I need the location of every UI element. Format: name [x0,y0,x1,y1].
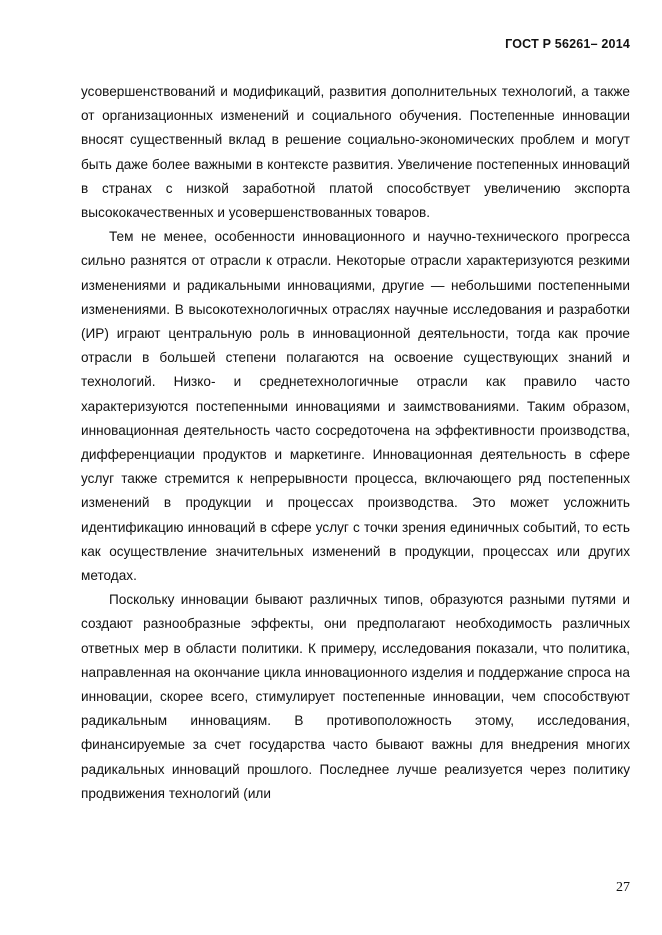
paragraph-continued: усовершенствований и модификаций, развития дополнительных технологий, а также от организационных изменений и социального обучения. Постепенные инновации вносят существенный вклад в решение социально-экономических проблем и могут быть даже более важными в контексте развития. Увеличение постепенных инноваций в странах с низкой заработной платой способствует увеличению экспорта высококачественных и усовершенствованных товаров. [81,84,630,221]
paragraph: Поскольку инновации бывают различных типов, образуются разными путями и создают разнообразные эффекты, они предполагают необходимость различных ответных мер в области политики. К примеру, исследования показали, что политика, направленная на окончание цикла инновационного изделия и поддержание спроса на инновации, скорее всего, стимулирует постепенные инновации, чем способствуют радикальным инновациям. В противоположность этому, исследования, финансируемые за счет государства часто бывают важны для внедрения многих радикальных инноваций прошлого. Последнее лучше реализуется через политику продвижения технологий (или [81,592,630,801]
document-body [81,80,630,806]
paragraph: Тем не менее, особенности инновационного и научно-технического прогресса сильно разнятся от отрасли к отрасли. Некоторые отрасли характеризуются резкими изменениями и радикальными инновациями, другие — небольшими постепенными изменениями. В высокотехнологичных отраслях научные исследования и разработки (ИР) играют центральную роль в инновационной деятельности, тогда как прочие отрасли в большей степени полагаются на освоение существующих знаний и технологий. Низко- и среднетехнологичные отрасли как правило часто характеризуются постепенными инновациями и заимствованиями. Таким образом, инновационная деятельность часто сосредоточена на эффективности производства, дифференциации продуктов и маркетинге. Инновационная деятельность в сфере услуг также стремится к непрерывности процесса, включающего ряд постепенных изменений в продукции и процессах производства. Это может усложнить идентификацию инноваций в сфере услуг с точки зрения единичных событий, то есть как осуществление значительных изменений в продукции, процессах или других методах. [81,229,630,584]
document-header: ГОСТ Р 56261– 2014 [505,37,630,51]
page-number: 27 [616,880,630,895]
